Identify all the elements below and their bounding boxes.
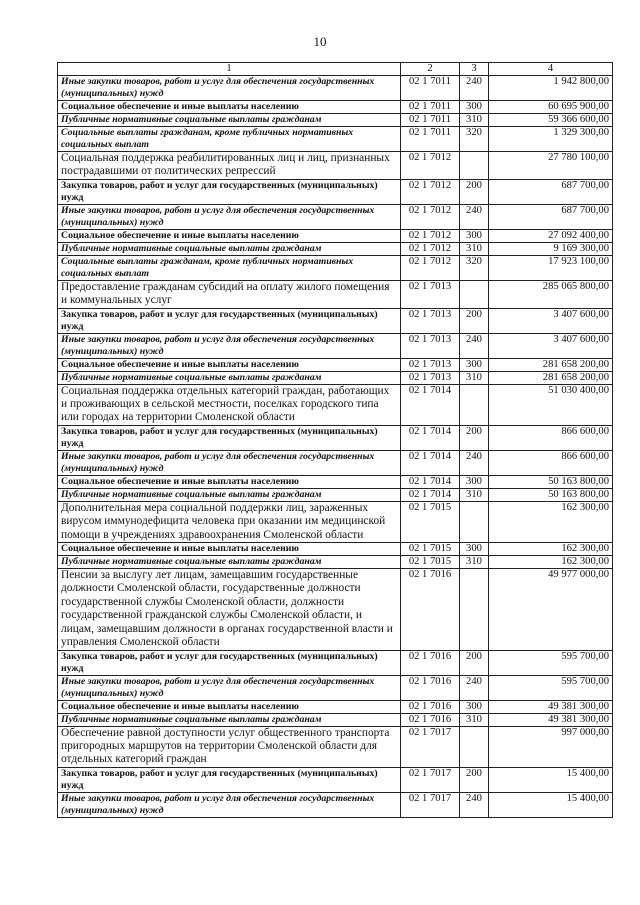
- table-header-row: [58, 63, 613, 76]
- cell-amount: 997 000,00: [489, 726, 613, 767]
- cell-amount: 866 600,00: [489, 425, 613, 450]
- cell-target-code: 02 1 7013: [401, 333, 460, 358]
- table-row: [58, 280, 613, 308]
- cell-expense-type: 240: [460, 792, 489, 817]
- cell-item-name: Социальное обеспечение и иные выплаты населению: [58, 229, 401, 242]
- table-row: [58, 726, 613, 767]
- table-row: [58, 127, 613, 152]
- cell-expense-type: 300: [460, 229, 489, 242]
- cell-amount: 3 407 600,00: [489, 308, 613, 333]
- cell-amount: 51 030 400,00: [489, 384, 613, 425]
- cell-target-code: 02 1 7014: [401, 488, 460, 501]
- cell-amount: 162 300,00: [489, 543, 613, 556]
- table-row: [58, 501, 613, 542]
- cell-target-code: 02 1 7017: [401, 767, 460, 792]
- cell-target-code: 02 1 7011: [401, 127, 460, 152]
- cell-target-code: 02 1 7013: [401, 371, 460, 384]
- cell-expense-type: 300: [460, 543, 489, 556]
- table-row: [58, 569, 613, 650]
- cell-expense-type: 240: [460, 76, 489, 101]
- cell-target-code: 02 1 7011: [401, 114, 460, 127]
- cell-expense-type: [460, 152, 489, 180]
- cell-item-name: Обеспечение равной доступности услуг общественного транспорта пригородных маршрутов на территории Смоленской области для отдельных категорий граждан: [58, 726, 401, 767]
- cell-item-name: Пенсии за выслугу лет лицам, замещавшим государственные должности Смоленской области, государственные должности государственной службы Смоленской области, должности государственной гражданской службы Смоленской области, и лицам, замещавшим должности в органах государственной власти и управления Смоленской области: [58, 569, 401, 650]
- cell-item-name: Закупка товаров, работ и услуг для государственных (муниципальных) нужд: [58, 425, 401, 450]
- cell-expense-type: [460, 726, 489, 767]
- table-row: [58, 358, 613, 371]
- table-row: [58, 255, 613, 280]
- table-row: [58, 556, 613, 569]
- cell-amount: 285 065 800,00: [489, 280, 613, 308]
- cell-target-code: 02 1 7015: [401, 543, 460, 556]
- table-body: [58, 76, 613, 818]
- cell-amount: 1 329 300,00: [489, 127, 613, 152]
- cell-expense-type: 300: [460, 101, 489, 114]
- cell-expense-type: 310: [460, 114, 489, 127]
- cell-expense-type: [460, 569, 489, 650]
- cell-item-name: Публичные нормативные социальные выплаты гражданам: [58, 713, 401, 726]
- cell-target-code: 02 1 7015: [401, 501, 460, 542]
- cell-target-code: 02 1 7014: [401, 425, 460, 450]
- cell-item-name: Социальное обеспечение и иные выплаты населению: [58, 358, 401, 371]
- cell-item-name: Публичные нормативные социальные выплаты гражданам: [58, 114, 401, 127]
- cell-amount: 9 169 300,00: [489, 242, 613, 255]
- cell-amount: 59 366 600,00: [489, 114, 613, 127]
- cell-expense-type: 310: [460, 713, 489, 726]
- cell-expense-type: 320: [460, 255, 489, 280]
- cell-item-name: Социальное обеспечение и иные выплаты населению: [58, 475, 401, 488]
- cell-target-code: 02 1 7016: [401, 650, 460, 675]
- cell-amount: 27 092 400,00: [489, 229, 613, 242]
- cell-expense-type: 310: [460, 371, 489, 384]
- cell-item-name: Социальная поддержка отдельных категорий граждан, работающих и проживающих в сельской местности, поселках городского типа или городах на территории Смоленской области: [58, 384, 401, 425]
- cell-target-code: 02 1 7013: [401, 280, 460, 308]
- cell-amount: 595 700,00: [489, 650, 613, 675]
- cell-item-name: Дополнительная мера социальной поддержки лиц, зараженных вирусом иммунодефицита человека при оказании им медицинской помощи в учреждениях здравоохранения Смоленской области: [58, 501, 401, 542]
- cell-amount: 49 381 300,00: [489, 713, 613, 726]
- table-row: [58, 475, 613, 488]
- cell-expense-type: 300: [460, 358, 489, 371]
- cell-item-name: Публичные нормативные социальные выплаты гражданам: [58, 371, 401, 384]
- cell-target-code: 02 1 7016: [401, 675, 460, 700]
- cell-item-name: Социальное обеспечение и иные выплаты населению: [58, 700, 401, 713]
- cell-expense-type: 200: [460, 650, 489, 675]
- cell-amount: 3 407 600,00: [489, 333, 613, 358]
- column-header-name: 1: [58, 63, 401, 76]
- table-row: [58, 101, 613, 114]
- cell-target-code: 02 1 7012: [401, 204, 460, 229]
- cell-item-name: Социальная поддержка реабилитированных лиц и лиц, признанных пострадавшими от политических репрессий: [58, 152, 401, 180]
- cell-amount: 15 400,00: [489, 767, 613, 792]
- cell-amount: 281 658 200,00: [489, 371, 613, 384]
- cell-item-name: Социальные выплаты гражданам, кроме публичных нормативных социальных выплат: [58, 127, 401, 152]
- table-row: [58, 767, 613, 792]
- cell-target-code: 02 1 7014: [401, 384, 460, 425]
- cell-expense-type: 320: [460, 127, 489, 152]
- table-row: [58, 242, 613, 255]
- cell-amount: 1 942 800,00: [489, 76, 613, 101]
- cell-target-code: 02 1 7017: [401, 792, 460, 817]
- cell-item-name: Социальное обеспечение и иные выплаты населению: [58, 543, 401, 556]
- cell-expense-type: 240: [460, 204, 489, 229]
- cell-item-name: Иные закупки товаров, работ и услуг для обеспечения государственных (муниципальных) нужд: [58, 450, 401, 475]
- table-row: [58, 700, 613, 713]
- table-row: [58, 229, 613, 242]
- table-row: [58, 450, 613, 475]
- table-row: [58, 179, 613, 204]
- cell-amount: 162 300,00: [489, 556, 613, 569]
- cell-amount: 50 163 800,00: [489, 475, 613, 488]
- cell-amount: 17 923 100,00: [489, 255, 613, 280]
- cell-amount: 687 700,00: [489, 204, 613, 229]
- cell-amount: 50 163 800,00: [489, 488, 613, 501]
- cell-item-name: Иные закупки товаров, работ и услуг для обеспечения государственных (муниципальных) нужд: [58, 76, 401, 101]
- table-row: [58, 650, 613, 675]
- cell-target-code: 02 1 7011: [401, 101, 460, 114]
- cell-target-code: 02 1 7012: [401, 179, 460, 204]
- cell-target-code: 02 1 7016: [401, 569, 460, 650]
- cell-item-name: Иные закупки товаров, работ и услуг для обеспечения государственных (муниципальных) нужд: [58, 675, 401, 700]
- table-row: [58, 152, 613, 180]
- column-header-amount: 4: [489, 63, 613, 76]
- cell-item-name: Социальное обеспечение и иные выплаты населению: [58, 101, 401, 114]
- cell-expense-type: 310: [460, 556, 489, 569]
- cell-target-code: 02 1 7014: [401, 450, 460, 475]
- cell-item-name: Публичные нормативные социальные выплаты гражданам: [58, 242, 401, 255]
- cell-amount: 49 977 000,00: [489, 569, 613, 650]
- table-row: [58, 204, 613, 229]
- table-row: [58, 371, 613, 384]
- table-row: [58, 792, 613, 817]
- cell-amount: 60 695 900,00: [489, 101, 613, 114]
- cell-item-name: Иные закупки товаров, работ и услуг для обеспечения государственных (муниципальных) нужд: [58, 333, 401, 358]
- cell-expense-type: 240: [460, 333, 489, 358]
- cell-item-name: Иные закупки товаров, работ и услуг для обеспечения государственных (муниципальных) нужд: [58, 204, 401, 229]
- cell-item-name: Закупка товаров, работ и услуг для государственных (муниципальных) нужд: [58, 650, 401, 675]
- cell-expense-type: [460, 384, 489, 425]
- cell-item-name: Публичные нормативные социальные выплаты гражданам: [58, 488, 401, 501]
- cell-expense-type: 200: [460, 308, 489, 333]
- table-row: [58, 114, 613, 127]
- cell-target-code: 02 1 7013: [401, 308, 460, 333]
- column-header-type: 3: [460, 63, 489, 76]
- table-row: [58, 308, 613, 333]
- cell-target-code: 02 1 7012: [401, 242, 460, 255]
- cell-target-code: 02 1 7012: [401, 152, 460, 180]
- cell-expense-type: [460, 501, 489, 542]
- cell-target-code: 02 1 7012: [401, 255, 460, 280]
- cell-item-name: Закупка товаров, работ и услуг для государственных (муниципальных) нужд: [58, 179, 401, 204]
- column-header-code: 2: [401, 63, 460, 76]
- cell-expense-type: 310: [460, 488, 489, 501]
- cell-amount: 281 658 200,00: [489, 358, 613, 371]
- table-row: [58, 384, 613, 425]
- cell-amount: 162 300,00: [489, 501, 613, 542]
- cell-item-name: Социальные выплаты гражданам, кроме публичных нормативных социальных выплат: [58, 255, 401, 280]
- cell-expense-type: 200: [460, 767, 489, 792]
- cell-amount: 49 381 300,00: [489, 700, 613, 713]
- cell-target-code: 02 1 7013: [401, 358, 460, 371]
- cell-item-name: Иные закупки товаров, работ и услуг для обеспечения государственных (муниципальных) нужд: [58, 792, 401, 817]
- cell-expense-type: 240: [460, 675, 489, 700]
- table-row: [58, 488, 613, 501]
- cell-expense-type: 240: [460, 450, 489, 475]
- cell-target-code: 02 1 7016: [401, 700, 460, 713]
- cell-amount: 866 600,00: [489, 450, 613, 475]
- table-row: [58, 76, 613, 101]
- cell-amount: 27 780 100,00: [489, 152, 613, 180]
- cell-amount: 15 400,00: [489, 792, 613, 817]
- cell-target-code: 02 1 7011: [401, 76, 460, 101]
- cell-item-name: Закупка товаров, работ и услуг для государственных (муниципальных) нужд: [58, 308, 401, 333]
- cell-expense-type: 300: [460, 700, 489, 713]
- cell-target-code: 02 1 7012: [401, 229, 460, 242]
- cell-amount: 687 700,00: [489, 179, 613, 204]
- cell-item-name: Публичные нормативные социальные выплаты гражданам: [58, 556, 401, 569]
- table-row: [58, 425, 613, 450]
- cell-expense-type: 310: [460, 242, 489, 255]
- cell-item-name: Предоставление гражданам субсидий на оплату жилого помещения и коммунальных услуг: [58, 280, 401, 308]
- page-number: 10: [313, 34, 327, 49]
- table-row: [58, 713, 613, 726]
- table-row: [58, 543, 613, 556]
- cell-target-code: 02 1 7014: [401, 475, 460, 488]
- cell-expense-type: 200: [460, 425, 489, 450]
- cell-target-code: 02 1 7016: [401, 713, 460, 726]
- cell-item-name: Закупка товаров, работ и услуг для государственных (муниципальных) нужд: [58, 767, 401, 792]
- table-row: [58, 675, 613, 700]
- cell-expense-type: [460, 280, 489, 308]
- table-row: [58, 333, 613, 358]
- cell-target-code: 02 1 7017: [401, 726, 460, 767]
- cell-expense-type: 200: [460, 179, 489, 204]
- budget-table: [57, 62, 613, 818]
- cell-amount: 595 700,00: [489, 675, 613, 700]
- cell-expense-type: 300: [460, 475, 489, 488]
- cell-target-code: 02 1 7015: [401, 556, 460, 569]
